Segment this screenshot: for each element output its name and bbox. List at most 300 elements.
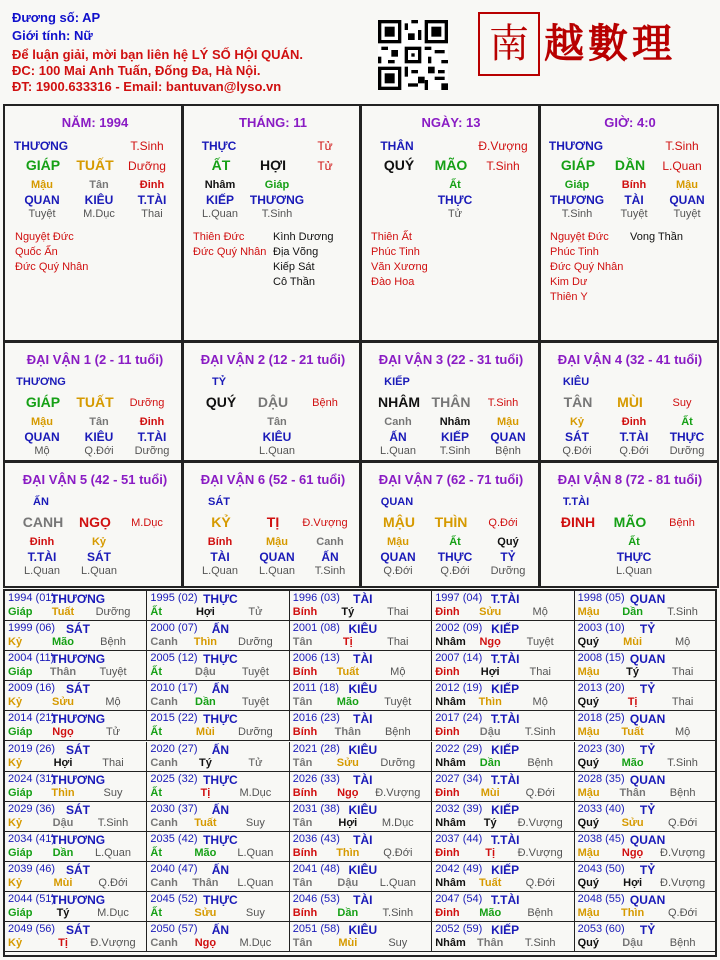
luck-pillar-5 bbox=[181, 461, 362, 588]
year-stem: Canh bbox=[150, 756, 178, 769]
year-stem: Tân bbox=[292, 756, 313, 769]
year-branch: Sửu bbox=[194, 907, 217, 919]
pillar-stage: T.Sinh bbox=[665, 139, 699, 153]
pillar-0 bbox=[3, 104, 184, 342]
year-cell bbox=[432, 832, 574, 862]
year-stem: Mậu bbox=[577, 606, 600, 618]
year-cell bbox=[5, 892, 147, 922]
year-stage: M.Dục bbox=[97, 907, 129, 919]
year-branch: Tị bbox=[342, 636, 353, 649]
pillar-stem: GIÁP bbox=[25, 157, 61, 173]
year-label: 2040 (47) bbox=[150, 862, 198, 875]
year-stage: Bệnh bbox=[384, 726, 411, 739]
year-stem: Đinh bbox=[435, 786, 460, 799]
year-cell bbox=[290, 832, 432, 862]
auspicious-star: Phúc Tinh bbox=[371, 246, 420, 258]
luck-stage: T.Sinh bbox=[487, 397, 519, 409]
year-god: ẤN bbox=[211, 862, 230, 877]
luck-hidden-god: KIÊU bbox=[84, 430, 114, 444]
luck-branch: NGỌ bbox=[79, 514, 111, 530]
year-cell bbox=[290, 681, 432, 711]
year-god: ẤN bbox=[211, 802, 230, 817]
luck-branch: TỊ bbox=[266, 514, 280, 530]
year-stem: Kỷ bbox=[8, 636, 23, 649]
year-cell bbox=[432, 681, 574, 711]
year-stem: Đinh bbox=[435, 666, 460, 679]
year-label: 2033 (40) bbox=[577, 802, 625, 815]
year-branch: Thìn bbox=[620, 907, 645, 919]
year-god: KIẾP bbox=[491, 802, 520, 817]
year-stage: M.Dục bbox=[239, 786, 272, 799]
year-god: THỰC bbox=[203, 772, 238, 787]
year-label: 2027 (34) bbox=[435, 772, 483, 785]
year-god: SÁT bbox=[66, 742, 90, 757]
hidden-stem-god: TÀI bbox=[624, 193, 644, 207]
year-label: 2002 (09) bbox=[435, 622, 483, 635]
year-stage: Thai bbox=[387, 606, 409, 618]
year-label: 2044 (51) bbox=[8, 893, 56, 905]
year-stage: Đ.Vượng bbox=[90, 937, 136, 950]
year-label: 2036 (43) bbox=[292, 832, 340, 845]
year-label: 2023 (30) bbox=[577, 742, 625, 755]
luck-hidden-god: SÁT bbox=[565, 430, 589, 444]
year-branch: Dậu bbox=[52, 816, 74, 829]
pillar-title: THÁNG: 11 bbox=[239, 115, 307, 130]
gender: Giới tính: Nữ bbox=[12, 28, 93, 43]
luck-stem: MẬU bbox=[383, 514, 415, 530]
luck-title: ĐẠI VẬN 3 (22 - 31 tuổi) bbox=[378, 352, 524, 367]
year-stage: Suy bbox=[388, 937, 408, 950]
year-stage: Q.Đới bbox=[525, 786, 555, 799]
year-branch: Thìn bbox=[193, 636, 217, 649]
luck-branch: MÃO bbox=[613, 514, 647, 530]
year-stage: Tử bbox=[105, 726, 121, 739]
luck-pillar-4 bbox=[3, 461, 184, 588]
year-label: 2026 (33) bbox=[292, 772, 340, 785]
year-god: QUAN bbox=[629, 772, 666, 787]
luck-stem: CANH bbox=[22, 514, 64, 530]
year-branch: Thìn bbox=[336, 846, 360, 859]
year-branch: Tuất bbox=[478, 876, 502, 889]
year-stem: Giáp bbox=[8, 726, 33, 739]
year-cell bbox=[290, 772, 432, 802]
year-god: ẤN bbox=[211, 682, 230, 697]
luck-hidden-stage: Q.Đới bbox=[440, 565, 470, 577]
luck-hidden-god: THỰC bbox=[437, 550, 473, 564]
year-stage: Tuyệt bbox=[241, 696, 269, 709]
year-stage: Q.Đới bbox=[667, 816, 698, 829]
year-cell bbox=[432, 711, 574, 741]
luck-stem: NHÂM bbox=[378, 394, 420, 410]
luck-hidden-god: KIẾP bbox=[440, 430, 470, 444]
year-stage: Đ.Vượng bbox=[375, 786, 421, 799]
year-cell bbox=[147, 621, 289, 651]
year-branch: Tị bbox=[627, 696, 638, 709]
year-stage: Q.Đới bbox=[383, 846, 413, 859]
year-god: THỰC bbox=[203, 712, 238, 727]
year-branch: Sửu bbox=[621, 816, 644, 829]
year-label: 2014 (21) bbox=[8, 712, 56, 725]
year-stage: L.Quan bbox=[237, 846, 274, 859]
year-stem: Đinh bbox=[435, 907, 460, 919]
pillar-stem-god: THÂN bbox=[380, 139, 414, 153]
year-branch: Ngọ bbox=[621, 846, 644, 859]
year-branch: Dậu bbox=[337, 876, 359, 889]
pillar-stem: QUÝ bbox=[383, 157, 415, 173]
year-stem: Nhâm bbox=[435, 636, 466, 649]
year-stage: Tuyệt bbox=[99, 666, 127, 679]
year-label: 2012 (19) bbox=[435, 682, 483, 695]
year-stage: Q.Đới bbox=[98, 876, 128, 889]
year-label: 2039 (46) bbox=[8, 862, 56, 875]
year-cell bbox=[5, 621, 147, 651]
year-god: THỰC bbox=[203, 592, 238, 606]
year-cell bbox=[5, 832, 147, 862]
year-label: 2045 (52) bbox=[150, 893, 198, 905]
luck-hidden-stem: Đinh bbox=[139, 416, 165, 428]
luck-hidden-god: T.TÀI bbox=[27, 550, 57, 564]
year-branch: Mùi bbox=[480, 786, 500, 799]
year-stage: Đ.Vượng bbox=[660, 846, 706, 859]
year-label: 2047 (54) bbox=[435, 893, 483, 905]
year-cell bbox=[575, 802, 717, 832]
year-cell bbox=[147, 802, 289, 832]
year-god: KIÊU bbox=[348, 622, 378, 637]
year-branch: Dậu bbox=[622, 937, 643, 950]
year-label: 2018 (25) bbox=[577, 712, 625, 725]
luck-hidden-god: TÀI bbox=[210, 550, 230, 564]
luck-branch: THÂN bbox=[431, 394, 471, 410]
luck-hidden-stage: L.Quan bbox=[258, 445, 296, 457]
luck-hidden-god: T.TÀI bbox=[619, 430, 649, 444]
year-cell bbox=[432, 742, 574, 772]
year-stage: Thai bbox=[387, 636, 409, 649]
year-branch: Tý bbox=[341, 606, 355, 618]
year-branch: Hợi bbox=[53, 756, 73, 769]
year-god: KIẾP bbox=[491, 742, 520, 757]
year-branch: Hợi bbox=[623, 876, 643, 889]
year-label: 2038 (45) bbox=[577, 832, 625, 845]
year-cell bbox=[575, 742, 717, 772]
year-stem: Nhâm bbox=[435, 937, 466, 950]
luck-branch: TUẤT bbox=[76, 394, 114, 410]
year-label: 2001 (08) bbox=[292, 622, 340, 635]
luck-pillar-2 bbox=[359, 341, 541, 462]
luck-hidden-stage: L.Quan bbox=[258, 565, 296, 577]
year-stage: L.Quan bbox=[237, 876, 274, 889]
luck-hidden-stem: Kỷ bbox=[569, 416, 585, 428]
luck-stage: Q.Đới bbox=[488, 517, 518, 529]
pillar-2 bbox=[359, 104, 541, 342]
year-god: TÀI bbox=[353, 893, 373, 907]
year-cell bbox=[575, 591, 717, 621]
year-branch: Mùi bbox=[195, 726, 215, 739]
year-god: THỰC bbox=[203, 832, 238, 847]
luck-hidden-stage: L.Quan bbox=[379, 445, 417, 457]
year-stem: Kỷ bbox=[8, 937, 23, 950]
year-label: 2009 (16) bbox=[8, 682, 56, 695]
year-god: TỶ bbox=[639, 742, 656, 757]
year-stage: Tuyệt bbox=[526, 636, 554, 649]
year-god: KIẾP bbox=[491, 622, 520, 637]
year-cell bbox=[432, 591, 574, 621]
auspicious-star: Kim Dư bbox=[550, 276, 588, 288]
pillar-title: NĂM: 1994 bbox=[61, 115, 129, 130]
luck-hidden-stem: Đinh bbox=[29, 536, 55, 548]
auspicious-star: Đào Hoa bbox=[371, 276, 415, 288]
luck-hidden-god: KIÊU bbox=[262, 430, 292, 444]
luck-stem-god: ẤN bbox=[33, 496, 49, 508]
year-stage: M.Dục bbox=[239, 937, 272, 950]
year-branch: Dần bbox=[52, 846, 74, 859]
year-god: QUAN bbox=[629, 652, 666, 667]
year-stem: Nhâm bbox=[435, 696, 466, 709]
year-stem: Bính bbox=[292, 606, 318, 618]
hidden-stem: Bính bbox=[621, 179, 647, 191]
auspicious-star: Nguyệt Đức bbox=[550, 231, 609, 243]
hidden-stem-god: QUAN bbox=[669, 193, 705, 207]
pillar-branch: TUẤT bbox=[76, 157, 114, 173]
hidden-stem: Nhâm bbox=[204, 179, 236, 191]
year-stage: Tuyệt bbox=[241, 666, 269, 679]
year-cell bbox=[432, 892, 574, 922]
year-cell bbox=[147, 922, 289, 952]
pillar-branch: HỢI bbox=[260, 157, 286, 173]
year-god: TỶ bbox=[639, 682, 656, 697]
year-stage: Tử bbox=[248, 606, 263, 618]
luck-hidden-stem: Mậu bbox=[497, 416, 519, 428]
year-stage: Suy bbox=[245, 816, 265, 829]
luck-stem-god: KIẾP bbox=[384, 376, 410, 388]
year-branch: Thân bbox=[49, 666, 77, 679]
logo-text: 越數理 bbox=[544, 20, 676, 67]
hidden-stem-stage: Tử bbox=[447, 208, 463, 220]
year-stem: Tân bbox=[292, 876, 313, 889]
qr-code-icon bbox=[378, 20, 448, 90]
luck-hidden-stage: Dưỡng bbox=[134, 445, 170, 457]
year-stage: T.Sinh bbox=[667, 756, 698, 769]
year-stage: Suy bbox=[103, 786, 123, 799]
year-branch: Tý bbox=[198, 756, 212, 769]
year-god: TÀI bbox=[353, 652, 373, 667]
inauspicious-star: Vong Thần bbox=[630, 231, 684, 243]
luck-hidden-stem: Đinh bbox=[621, 416, 647, 428]
year-stage: Dưỡng bbox=[238, 636, 273, 649]
year-cell bbox=[5, 711, 147, 741]
year-label: 2041 (48) bbox=[292, 862, 340, 875]
year-branch: Ngọ bbox=[52, 726, 74, 739]
year-stage: Đ.Vượng bbox=[660, 876, 706, 889]
year-stage: Mộ bbox=[674, 636, 691, 649]
hidden-stem: Giáp bbox=[264, 179, 290, 191]
year-label: 2013 (20) bbox=[577, 682, 625, 695]
year-label: 2034 (41) bbox=[8, 832, 56, 845]
luck-hidden-stage: Q.Đới bbox=[562, 445, 592, 457]
year-stage: Q.Đới bbox=[525, 876, 555, 889]
hidden-stem: Mậu bbox=[676, 179, 698, 191]
year-label: 2050 (57) bbox=[150, 923, 198, 936]
year-branch: Dần bbox=[622, 606, 643, 618]
year-cell bbox=[575, 711, 717, 741]
year-cell bbox=[432, 651, 574, 681]
luck-stage: M.Dục bbox=[131, 517, 163, 529]
year-branch: Tị bbox=[200, 786, 211, 799]
pillar-branch-stage: L.Quan bbox=[662, 159, 702, 173]
year-god: TỶ bbox=[639, 622, 656, 637]
luck-stem-god: T.TÀI bbox=[562, 496, 590, 508]
year-branch: Ngọ bbox=[479, 636, 501, 649]
luck-hidden-stem: Tân bbox=[89, 416, 109, 428]
luck-hidden-stem: Nhâm bbox=[439, 416, 471, 428]
year-cell bbox=[147, 591, 289, 621]
year-label: 1996 (03) bbox=[292, 592, 340, 604]
luck-title: ĐẠI VẬN 4 (32 - 41 tuổi) bbox=[557, 352, 703, 367]
hidden-stem: Đinh bbox=[139, 179, 165, 191]
year-god: TÀI bbox=[353, 832, 373, 847]
year-stem: Giáp bbox=[8, 846, 33, 859]
annual-years-table bbox=[3, 589, 717, 957]
year-god: KIÊU bbox=[348, 802, 378, 817]
year-label: 2003 (10) bbox=[577, 622, 625, 635]
year-stage: Mộ bbox=[532, 606, 548, 618]
year-branch: Ngọ bbox=[337, 786, 359, 799]
year-god: SÁT bbox=[66, 862, 90, 877]
year-branch: Dần bbox=[337, 907, 359, 919]
year-stage: M.Dục bbox=[381, 816, 414, 829]
year-stage: T.Sinh bbox=[667, 606, 698, 618]
year-cell bbox=[147, 832, 289, 862]
year-branch: Thân bbox=[334, 726, 361, 739]
year-label: 2051 (58) bbox=[292, 923, 340, 936]
brand-logo bbox=[478, 12, 716, 78]
luck-stem-god: QUAN bbox=[380, 496, 414, 508]
year-label: 2052 (59) bbox=[435, 923, 483, 936]
pillar-branch-stage: Dưỡng bbox=[128, 159, 166, 173]
luck-hidden-stem: Tân bbox=[267, 416, 287, 428]
year-cell bbox=[575, 892, 717, 922]
luck-hidden-stage: Dưỡng bbox=[669, 445, 705, 457]
year-stage: Tuyệt bbox=[384, 696, 412, 709]
luck-hidden-stage: Q.Đới bbox=[383, 565, 413, 577]
year-cell bbox=[5, 591, 147, 621]
year-god: SÁT bbox=[66, 923, 90, 938]
year-cell bbox=[290, 742, 432, 772]
year-stage: Đ.Vượng bbox=[517, 816, 563, 829]
year-stage: Đ.Vượng bbox=[517, 846, 563, 859]
year-label: 2043 (50) bbox=[577, 862, 625, 875]
year-label: 2025 (32) bbox=[150, 772, 198, 785]
hidden-stem-god: THƯƠNG bbox=[249, 193, 305, 207]
year-label: 1999 (06) bbox=[8, 622, 56, 635]
luck-hidden-stem: Bính bbox=[207, 536, 233, 548]
luck-stem: QUÝ bbox=[205, 394, 237, 410]
year-branch: Mão bbox=[621, 756, 644, 769]
year-stem: Bính bbox=[292, 907, 318, 919]
luck-hidden-god: THỰC bbox=[669, 430, 705, 444]
luck-stem: KỶ bbox=[211, 514, 231, 530]
year-stem: Nhâm bbox=[435, 756, 466, 769]
luck-title: ĐẠI VẬN 5 (42 - 51 tuổi) bbox=[22, 472, 168, 487]
luck-hidden-stem: Quý bbox=[497, 536, 519, 548]
luck-hidden-stage: Q.Đới bbox=[84, 445, 114, 457]
year-cell bbox=[432, 802, 574, 832]
year-cell bbox=[575, 681, 717, 711]
luck-hidden-stem: Mậu bbox=[266, 536, 288, 548]
year-stage: Mộ bbox=[532, 696, 548, 709]
year-stem: Mậu bbox=[577, 726, 600, 739]
year-stem: Canh bbox=[150, 937, 178, 950]
year-cell bbox=[432, 922, 574, 952]
year-stem: Quý bbox=[577, 756, 599, 769]
year-god: QUAN bbox=[629, 712, 666, 727]
year-god: KIÊU bbox=[348, 862, 378, 877]
year-label: 2049 (56) bbox=[8, 923, 56, 936]
year-branch: Tý bbox=[483, 816, 497, 829]
year-cell bbox=[5, 862, 147, 892]
year-label: 2048 (55) bbox=[577, 893, 625, 905]
year-stage: Dưỡng bbox=[238, 726, 273, 739]
hidden-stem-god: THƯƠNG bbox=[549, 193, 605, 207]
year-label: 2015 (22) bbox=[150, 712, 198, 725]
year-branch: Mùi bbox=[53, 876, 73, 889]
hidden-stem-god: T.TÀI bbox=[137, 193, 167, 207]
year-branch: Mùi bbox=[338, 937, 358, 950]
year-label: 2032 (39) bbox=[435, 802, 483, 815]
luck-stage: Bệnh bbox=[312, 397, 338, 409]
year-branch: Mão bbox=[336, 696, 359, 709]
auspicious-star: Đức Quý Nhân bbox=[193, 246, 267, 258]
pillar-3 bbox=[538, 104, 719, 342]
year-branch: Dậu bbox=[479, 726, 501, 739]
year-branch: Sửu bbox=[336, 756, 359, 769]
year-stage: Bệnh bbox=[669, 786, 696, 799]
year-stem: Mậu bbox=[577, 907, 600, 919]
year-cell bbox=[5, 681, 147, 711]
year-stem: Bính bbox=[292, 846, 318, 859]
year-god: KIẾP bbox=[491, 923, 520, 938]
year-branch: Thân bbox=[619, 786, 646, 799]
year-label: 2007 (14) bbox=[435, 652, 483, 665]
year-stem: Bính bbox=[292, 666, 318, 679]
year-stem: Giáp bbox=[8, 786, 33, 799]
luck-hidden-stage: Bệnh bbox=[495, 445, 521, 457]
luck-pillar-1 bbox=[181, 341, 362, 462]
auspicious-star: Nguyệt Đức bbox=[15, 231, 74, 243]
year-stem: Ất bbox=[150, 907, 162, 919]
year-god: T.TÀI bbox=[490, 652, 520, 667]
owner-name: Đương số: AP bbox=[12, 10, 101, 25]
year-branch: Hợi bbox=[195, 606, 215, 618]
year-branch: Sửu bbox=[51, 696, 75, 709]
year-label: 2037 (44) bbox=[435, 832, 483, 845]
pillar-1 bbox=[181, 104, 362, 342]
year-cell bbox=[290, 922, 432, 952]
year-god: TÀI bbox=[353, 592, 373, 606]
year-god: THƯƠNG bbox=[50, 712, 106, 727]
contact-phone-email: ĐT: 1900.633316 - Email: bantuvan@lyso.vn bbox=[12, 79, 282, 94]
luck-hidden-god: QUAN bbox=[490, 430, 526, 444]
luck-hidden-stage: Q.Đới bbox=[619, 445, 649, 457]
year-stage: Bệnh bbox=[527, 756, 554, 769]
year-cell bbox=[5, 651, 147, 681]
year-god: ẤN bbox=[211, 742, 230, 757]
hidden-stem: Giáp bbox=[564, 179, 590, 191]
hidden-stem-stage: Tuyệt bbox=[28, 208, 56, 220]
year-stem: Kỷ bbox=[8, 876, 23, 889]
luck-branch: DẬU bbox=[257, 394, 289, 410]
year-stage: Tử bbox=[248, 756, 263, 769]
year-god: ẤN bbox=[211, 622, 230, 637]
